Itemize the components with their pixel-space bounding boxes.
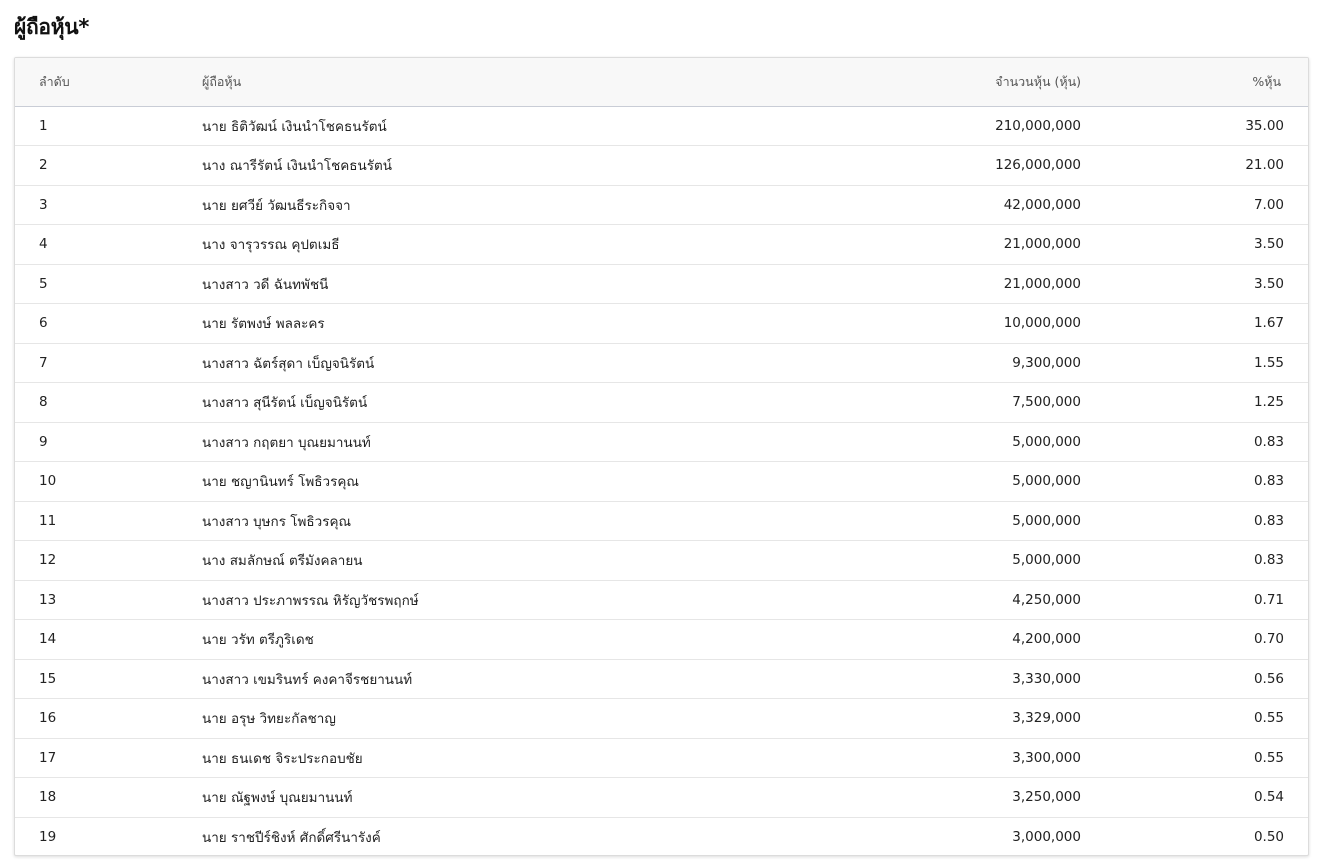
shares-count-cell: 42,000,000	[702, 185, 1081, 225]
table-row	[15, 106, 1308, 146]
share-percent-cell: 0.56	[1081, 659, 1308, 699]
share-percent-cell: 0.54	[1081, 778, 1308, 818]
column-header-percent: %หุ้น	[1081, 58, 1308, 106]
shares-count-cell: 3,300,000	[702, 738, 1081, 778]
rank-cell: 11	[15, 501, 202, 541]
share-percent-cell: 21.00	[1081, 146, 1308, 186]
holder-name-cell: นาง สมลักษณ์ ตรีมังคลายน	[202, 541, 702, 581]
rank-cell: 2	[15, 146, 202, 186]
shares-count-cell: 3,000,000	[702, 817, 1081, 856]
rank-cell: 5	[15, 264, 202, 304]
share-percent-cell: 35.00	[1245, 117, 1284, 134]
holder-name-cell: นางสาว เขมรินทร์ คงคาจีรชยานนท์	[202, 659, 702, 699]
holder-name-cell: นาง จารุวรรณ คุปตเมธี	[202, 225, 702, 265]
shares-count-cell: 126,000,000	[702, 146, 1081, 186]
holder-name-cell: นาย ธนเดช จิระประกอบชัย	[202, 738, 702, 778]
holder-name-cell: นางสาว วดี ฉันทพัชนี	[202, 264, 702, 304]
rank-cell: 15	[15, 659, 202, 699]
table-row	[15, 620, 1308, 660]
rank-cell: 3	[15, 185, 202, 225]
share-percent-cell: 0.55	[1081, 738, 1308, 778]
table-row	[15, 264, 1308, 304]
rank-cell: 4	[15, 225, 202, 265]
shares-count-cell: 3,329,000	[702, 699, 1081, 739]
share-percent-cell: 0.83	[1081, 462, 1308, 502]
share-percent-cell: 0.83	[1081, 501, 1308, 541]
rank-cell: 13	[15, 580, 202, 620]
holder-name-cell: นางสาว ประภาพรรณ หิรัญวัชรพฤกษ์	[202, 580, 702, 620]
holder-name-cell: นาย ชญานินทร์ โพธิวรคุณ	[202, 462, 702, 502]
table-row	[15, 422, 1308, 462]
share-percent-cell: 0.50	[1081, 817, 1308, 856]
holder-name-cell: นาย ราชปีร์ชิงห์ ศักดิ์ศรีนารังค์	[202, 817, 702, 856]
table-row	[15, 659, 1308, 699]
holder-name-cell: นาย อรุษ วิทยะกัลชาญ	[202, 699, 702, 739]
shares-count-cell: 3,250,000	[702, 778, 1081, 818]
table-row	[15, 343, 1308, 383]
shares-count-cell: 5,000,000	[702, 541, 1081, 581]
column-header-holder: ผู้ถือหุ้น	[202, 58, 702, 106]
share-percent-cell: 7.00	[1081, 185, 1308, 225]
holder-name-cell: นางสาว กฤตยา บุณยมานนท์	[202, 422, 702, 462]
rank-cell: 6	[15, 304, 202, 344]
table-header	[15, 58, 1308, 106]
table-row	[15, 738, 1308, 778]
shares-count-cell: 9,300,000	[702, 343, 1081, 383]
holder-name-cell: นางสาว บุษกร โพธิวรคุณ	[202, 501, 702, 541]
shares-count-cell: 4,200,000	[702, 620, 1081, 660]
share-percent-cell: 3.50	[1081, 264, 1308, 304]
page-title: ผู้ถือหุ้น*	[14, 15, 90, 39]
table-header-row	[15, 58, 1308, 106]
table-row	[15, 817, 1308, 856]
table-row	[15, 304, 1308, 344]
holder-name-cell: นางสาว ฉัตร์สุดา เบ็ญจนิรัตน์	[202, 343, 702, 383]
table-row	[15, 462, 1308, 502]
table-row	[15, 580, 1308, 620]
table-body	[15, 106, 1308, 856]
shares-count-cell: 5,000,000	[702, 462, 1081, 502]
shareholders-table	[15, 58, 1308, 856]
rank-cell: 1	[39, 117, 48, 134]
rank-cell: 12	[15, 541, 202, 581]
rank-cell: 16	[15, 699, 202, 739]
rank-cell: 8	[15, 383, 202, 423]
share-percent-cell: 1.67	[1081, 304, 1308, 344]
share-percent-cell: 0.83	[1081, 422, 1308, 462]
share-percent-cell: 0.71	[1081, 580, 1308, 620]
table-row	[15, 541, 1308, 581]
rank-cell: 7	[15, 343, 202, 383]
holder-name-cell: นาง ณารีรัตน์ เงินนำโชคธนรัตน์	[202, 146, 702, 186]
share-percent-cell: 0.83	[1081, 541, 1308, 581]
shares-count-cell: 21,000,000	[702, 264, 1081, 304]
holder-name-cell: นาย ยศวีย์ วัฒนธีระกิจจา	[202, 185, 702, 225]
shares-count-cell: 10,000,000	[702, 304, 1081, 344]
shares-count-cell: 210,000,000	[995, 117, 1081, 134]
shares-count-cell: 4,250,000	[702, 580, 1081, 620]
shares-count-cell: 7,500,000	[702, 383, 1081, 423]
rank-cell: 17	[15, 738, 202, 778]
table-row	[15, 778, 1308, 818]
rank-cell: 18	[15, 778, 202, 818]
rank-cell: 19	[15, 817, 202, 856]
shares-count-cell: 5,000,000	[702, 501, 1081, 541]
share-percent-cell: 0.70	[1081, 620, 1308, 660]
holder-name-cell: นาย ธิติวัฒน์ เงินนำโชคธนรัตน์	[202, 118, 387, 135]
table-row	[15, 501, 1308, 541]
shareholders-table-card	[14, 57, 1309, 856]
column-header-shares: จำนวนหุ้น (หุ้น)	[702, 58, 1081, 106]
share-percent-cell: 1.55	[1081, 343, 1308, 383]
table-row	[15, 699, 1308, 739]
table-row	[15, 225, 1308, 265]
table-row	[15, 383, 1308, 423]
share-percent-cell: 1.25	[1081, 383, 1308, 423]
share-percent-cell: 3.50	[1081, 225, 1308, 265]
shares-count-cell: 5,000,000	[702, 422, 1081, 462]
holder-name-cell: นาย วรัท ตรีภูริเดช	[202, 620, 702, 660]
rank-cell: 14	[15, 620, 202, 660]
holder-name-cell: นางสาว สุนีรัตน์ เบ็ญจนิรัตน์	[202, 383, 702, 423]
rank-cell: 9	[15, 422, 202, 462]
holder-name-cell: นาย รัตพงษ์ พลละคร	[202, 304, 702, 344]
table-row	[15, 146, 1308, 186]
rank-cell: 10	[15, 462, 202, 502]
holder-name-cell: นาย ณัฐพงษ์ บุณยมานนท์	[202, 778, 702, 818]
share-percent-cell: 0.55	[1081, 699, 1308, 739]
shares-count-cell: 3,330,000	[702, 659, 1081, 699]
shares-count-cell: 21,000,000	[702, 225, 1081, 265]
column-header-rank: ลำดับ	[15, 58, 202, 106]
table-row	[15, 185, 1308, 225]
